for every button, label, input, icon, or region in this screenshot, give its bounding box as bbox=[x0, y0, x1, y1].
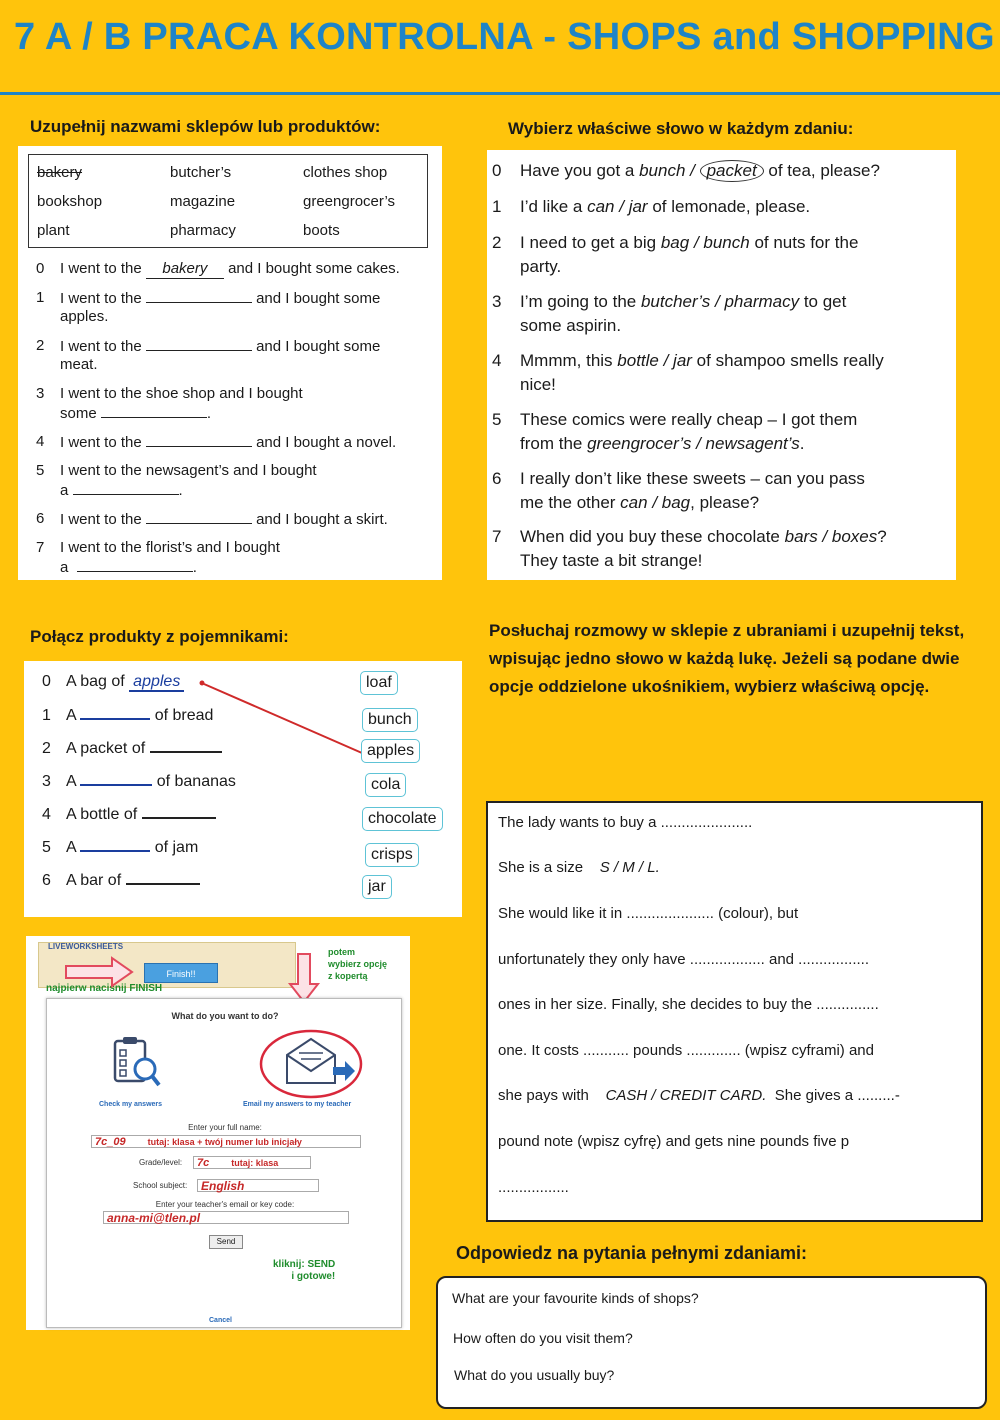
dialog-title: What do you want to do? bbox=[171, 1011, 279, 1021]
note-send: kliknij: SEND i gotowe! bbox=[273, 1259, 336, 1282]
ex3-item-0: 0 A bag of apples bbox=[42, 671, 184, 693]
lw-dialog bbox=[46, 998, 402, 1328]
ex2-heading: Wybierz właściwe słowo w każdym zdaniu: bbox=[508, 119, 854, 138]
arrow-down-icon bbox=[290, 954, 318, 1002]
grade-field[interactable]: 7c tutaj: klasa bbox=[193, 1156, 311, 1169]
page-title: 7 A / B PRACA KONTROLNA - SHOPS and SHOPPING bbox=[14, 16, 995, 58]
ex3-item-2: 2 A packet of bbox=[42, 737, 222, 760]
send-button[interactable]: Send bbox=[209, 1235, 243, 1249]
ex4-panel bbox=[486, 801, 983, 1222]
ex2-item-5: 5 These comics were really cheap – I got them from the greengrocer’s / newsagent’s. bbox=[492, 410, 858, 453]
word-butchers: butcher’s bbox=[170, 164, 232, 181]
subject-field[interactable]: English bbox=[197, 1179, 319, 1192]
note-envelope: potem wybierz opcję z kopertą bbox=[328, 947, 388, 981]
finish-button[interactable]: Finish!! bbox=[144, 963, 218, 983]
ex2-option-3a[interactable]: butcher’s bbox=[640, 292, 711, 311]
ex2-option-6a[interactable]: can bbox=[620, 493, 648, 512]
ex4-line-7: pound note (wpisz cyfrę) and gets nine pounds five p bbox=[498, 1133, 850, 1150]
question-2: How often do you visit them? bbox=[453, 1330, 633, 1346]
subject-label: School subject: bbox=[133, 1181, 188, 1190]
size-options[interactable]: S / M / L. bbox=[599, 859, 660, 876]
word-pharmacy: pharmacy bbox=[170, 222, 236, 239]
ex3-heading: Połącz produkty z pojemnikami: bbox=[30, 627, 289, 646]
ex1-item-1: 1 I went to the and I bought some apples. bbox=[36, 289, 381, 325]
word-plant: plant bbox=[37, 222, 70, 239]
note-finish: najpierw naciśnij FINISH bbox=[46, 983, 163, 994]
ex1-heading: Uzupełnij nazwami sklepów lub produktów: bbox=[30, 117, 381, 136]
ex1-item-6: 6 I went to the and I bought a skirt. bbox=[36, 510, 388, 528]
word-boots: boots bbox=[303, 222, 340, 239]
name-field[interactable]: 7c_09 tutaj: klasa + twój numer lub inicjały bbox=[91, 1135, 361, 1148]
liveworksheets-instructions bbox=[26, 936, 410, 1330]
payment-options[interactable]: CASH / CREDIT CARD. bbox=[605, 1087, 767, 1104]
envelope-icon[interactable] bbox=[257, 1027, 367, 1101]
word-magazine: magazine bbox=[170, 193, 236, 210]
chip-bunch[interactable]: bunch bbox=[362, 708, 418, 732]
word-clothes-shop: clothes shop bbox=[303, 164, 388, 181]
email-field[interactable]: anna-mi@tlen.pl bbox=[103, 1211, 349, 1224]
ex2-option-5b[interactable]: newsagent’s bbox=[705, 434, 800, 453]
ex1-item-0: 0 I went to the bakery and I bought some cakes. bbox=[36, 260, 400, 277]
ex2-item-1: 1 I’d like a can / jar of lemonade, please. bbox=[492, 197, 811, 216]
email-label: Enter your teacher's email or key code: bbox=[155, 1200, 295, 1209]
ex1-answer-0: bakery bbox=[146, 259, 224, 279]
chip-crisps[interactable]: crisps bbox=[365, 843, 419, 867]
ex3-item-5: 5 A of jam bbox=[42, 836, 198, 859]
ex3-answer-0: apples bbox=[129, 673, 184, 692]
question-1: What are your favourite kinds of shops? bbox=[452, 1290, 699, 1306]
word-greengrocers: greengrocer’s bbox=[303, 193, 395, 210]
ex1-blank-1[interactable] bbox=[146, 288, 252, 303]
chip-chocolate[interactable]: chocolate bbox=[362, 807, 443, 831]
chip-cola[interactable]: cola bbox=[365, 773, 406, 797]
ex2-item-7: 7 When did you buy these chocolate bars / boxes? They taste a bit strange! bbox=[492, 527, 887, 570]
ex4-heading: Posłuchaj rozmowy w sklepie z ubraniami i uzupełnij tekst, wpisując jedno słowo w każdą lukę. Jeżeli są podane dwie opcje oddzielone ukośnikiem, wybierz właściwą opcję. bbox=[489, 621, 965, 696]
grade-label: Grade/level: bbox=[139, 1158, 183, 1167]
lw-logo: LIVEWORKSHEETS bbox=[48, 942, 124, 951]
word-bakery: bakery bbox=[37, 164, 83, 181]
ex1-blank-4[interactable] bbox=[146, 432, 252, 447]
ex4-line-1: She is a size S / M / L. bbox=[498, 859, 660, 876]
ex2-option-1b[interactable]: jar bbox=[628, 197, 648, 216]
ex4-line-5: one. It costs ........... pounds ............. (wpisz cyframi) and bbox=[498, 1042, 874, 1059]
ex3-item-6: 6 A bar of bbox=[42, 869, 200, 892]
question-3: What do you usually buy? bbox=[454, 1367, 615, 1383]
ex2-item-3: 3 I’m going to the butcher’s / pharmacy to get some aspirin. bbox=[492, 292, 847, 335]
circled-answer: packet bbox=[700, 160, 764, 182]
ex3-panel bbox=[24, 661, 462, 917]
email-answers-link[interactable]: Email my answers to my teacher bbox=[243, 1101, 352, 1108]
ex2-item-6: 6 I really don’t like these sweets – can you pass me the other can / bag, please? bbox=[492, 469, 865, 512]
name-label: Enter your full name: bbox=[188, 1123, 262, 1132]
ex1-blank-6[interactable] bbox=[146, 509, 252, 524]
arrow-right-icon bbox=[66, 958, 132, 986]
ex4-line-4: ones in her size. Finally, she decides to buy the ............... bbox=[498, 996, 879, 1013]
word-box bbox=[28, 154, 428, 248]
chip-jar[interactable]: jar bbox=[362, 875, 392, 899]
ex1-item-3: 3 I went to the shoe shop and I bought some . bbox=[36, 385, 303, 422]
ex4-line-3: unfortunately they only have .................. and ................. bbox=[498, 951, 870, 968]
ex4-line-8: ................. bbox=[498, 1179, 569, 1196]
ex1-item-7: 7 I went to the florist’s and I bought a . bbox=[36, 539, 280, 576]
chip-loaf[interactable]: loaf bbox=[360, 671, 398, 695]
title-divider bbox=[0, 92, 1000, 95]
ex3-item-3: 3 A of bananas bbox=[42, 770, 236, 793]
ex2-option-4b[interactable]: jar bbox=[673, 351, 692, 370]
ex2-panel bbox=[487, 150, 956, 580]
ex2-item-2: 2 I need to get a big bag / bunch of nuts for the party. bbox=[492, 233, 859, 276]
ex2-option-5a[interactable]: greengrocer’s bbox=[587, 434, 692, 453]
ex5-panel bbox=[436, 1276, 987, 1409]
ex2-option-4a[interactable]: bottle bbox=[617, 351, 659, 370]
ex1-blank-2[interactable] bbox=[146, 336, 252, 351]
ex2-option-1a[interactable]: can bbox=[587, 197, 615, 216]
ex1-blank-7[interactable] bbox=[77, 557, 193, 572]
ex2-item-0: 0 Have you got a bunch / packet of tea, please? bbox=[492, 161, 880, 180]
word-bookshop: bookshop bbox=[37, 193, 103, 210]
ex2-option-7b[interactable]: boxes bbox=[831, 527, 878, 546]
ex1-panel bbox=[18, 146, 442, 580]
check-answers-link[interactable]: Check my answers bbox=[99, 1101, 163, 1108]
ex4-line-6: she pays with CASH / CREDIT CARD. She gives a .........- bbox=[498, 1087, 900, 1104]
ex2-option-2b[interactable]: bunch bbox=[703, 233, 750, 252]
ex1-item-2: 2 I went to the and I bought some meat. bbox=[36, 337, 381, 373]
ex1-blank-3[interactable] bbox=[101, 403, 207, 418]
ex4-line-0: The lady wants to buy a ...................... bbox=[498, 814, 753, 831]
ex3-item-1: 1 A of bread bbox=[42, 704, 213, 727]
ex1-item-5: 5 I went to the newsagent’s and I bought a . bbox=[36, 462, 317, 499]
ex5-heading: Odpowiedz na pytania pełnymi zdaniami: bbox=[456, 1243, 808, 1263]
checklist-icon[interactable] bbox=[109, 1033, 163, 1095]
cancel-link[interactable]: Cancel bbox=[209, 1317, 232, 1324]
ex1-blank-5[interactable] bbox=[73, 480, 179, 495]
ex2-item-4: 4 Mmmm, this bottle / jar of shampoo smells really nice! bbox=[492, 351, 884, 394]
ex3-item-4: 4 A bottle of bbox=[42, 803, 216, 826]
ex2-option-7a[interactable]: bars bbox=[784, 527, 818, 546]
ex2-option-6b[interactable]: bag bbox=[661, 493, 691, 512]
chip-apples[interactable]: apples bbox=[361, 739, 420, 763]
ex2-option-3b[interactable]: pharmacy bbox=[724, 292, 800, 311]
ex2-option-2a[interactable]: bag bbox=[660, 233, 690, 252]
ex4-line-2: She would like it in ..................... (colour), but bbox=[498, 905, 799, 922]
ex1-item-4: 4 I went to the and I bought a novel. bbox=[36, 433, 397, 451]
